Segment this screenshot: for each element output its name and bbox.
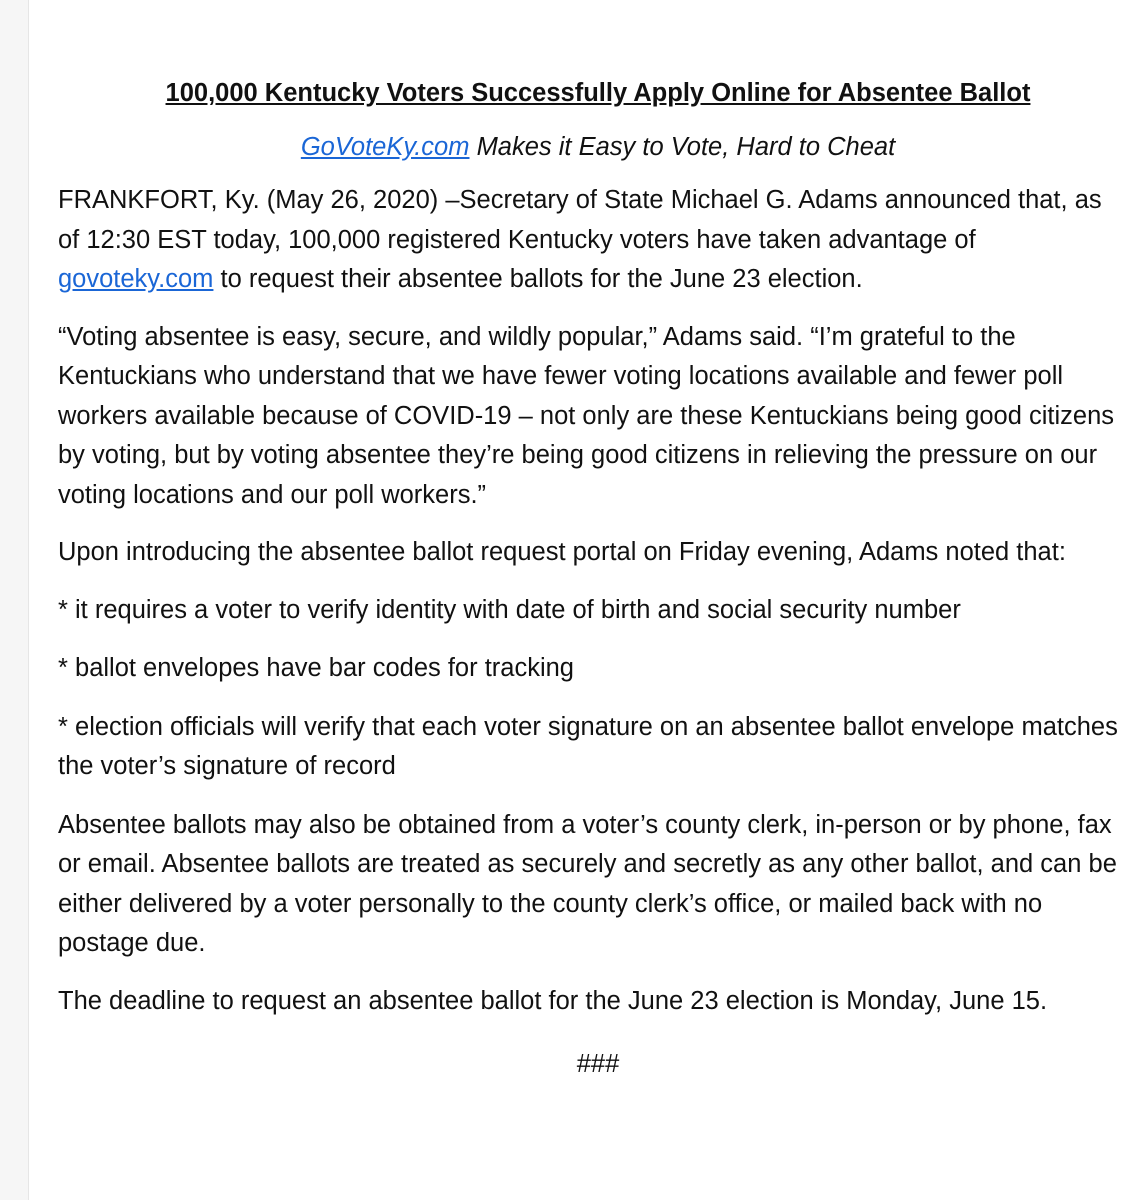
paragraph-announcement xyxy=(58,181,1128,300)
paragraph-quote: “Voting absentee is easy, secure, and wildly popular,” Adams said. “I’m grateful to the Kentuckians who understand that we have fewer voting locations available and fewer poll workers available because of COVID-19 – not only are these Kentuckians being good citizens by voting, but by voting absentee they’re being good citizens in relieving the pressure on our voting locations and our poll workers.” xyxy=(58,322,1115,509)
paragraph-announcement-start: FRANKFORT, Ky. (May 26, 2020) –Secretary of State Michael G. Adams announced that, as of 12:30 EST today, 100,000 registered Kentucky voters have taken advantage of xyxy=(58,186,1102,254)
paragraph-announcement-end: to request their absentee ballots for the June 23 election. xyxy=(213,265,863,293)
govoteky-subtitle-link[interactable]: GoVoteKy.com xyxy=(300,132,470,161)
paragraph-options: Absentee ballots may also be obtained from a voter’s county clerk, in-person or by phone, fax or email. Absentee ballots are treated as securely and secretly as any other ballot, and can be either delivered by a voter personally to the county clerk’s office, or mailed back with no postage due. xyxy=(58,810,1117,957)
bullet-item: * it requires a voter to verify identity with date of birth and social security number xyxy=(58,595,961,624)
paragraph-intro: Upon introducing the absentee ballot request portal on Friday evening, Adams noted that: xyxy=(58,538,1066,566)
paragraph-deadline: The deadline to request an absentee ballot for the June 23 election is Monday, June 15. xyxy=(58,986,1048,1015)
document-page xyxy=(28,0,1136,1200)
bullet-item: * election officials will verify that each voter signature on an absentee ballot envelope matches the voter’s signature of record xyxy=(58,712,1118,780)
subheadline xyxy=(58,128,1128,168)
press-release-body xyxy=(58,74,1128,1085)
bullet-item: * ballot envelopes have bar codes for tracking xyxy=(58,654,574,682)
headline: 100,000 Kentucky Voters Successfully Apply Online for Absentee Ballot xyxy=(165,79,1031,107)
subheadline-text: Makes it Easy to Vote, Hard to Cheat xyxy=(469,132,896,161)
end-marker: ### xyxy=(576,1050,620,1078)
govoteky-body-link[interactable]: govoteky.com xyxy=(58,265,214,293)
